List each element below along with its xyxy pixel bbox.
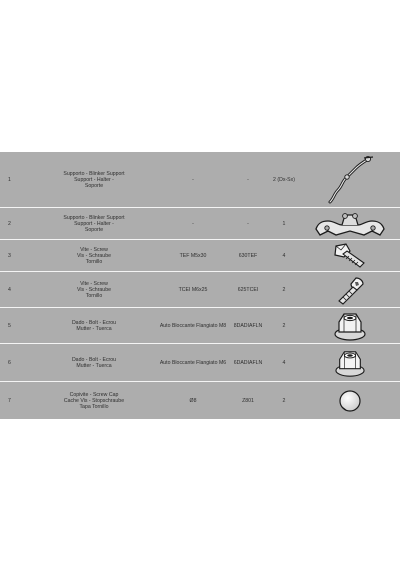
part-code: 630TEF: [238, 252, 258, 259]
part-spec: -: [192, 176, 194, 183]
part-spec: TCEI M6x25: [178, 286, 208, 293]
part-quantity: 2: [282, 286, 286, 293]
part-description: Supporto - Blinker Support Support - Halter - Soporte: [63, 214, 125, 233]
socket-cap-screw-icon: [330, 274, 370, 306]
table-row: [0, 382, 400, 419]
table-row: [0, 240, 400, 272]
row-number: 4: [8, 286, 11, 293]
part-code: -: [247, 220, 249, 227]
part-description: Supporto - Blinker Support Support - Halter - Soporte: [63, 170, 125, 189]
part-code: 8DADIAFLN: [233, 322, 263, 329]
part-spec: Auto Bloccante Flangiato M6: [159, 359, 227, 366]
flange-nut-icon: [332, 310, 368, 342]
hex-screw-icon: [330, 241, 370, 271]
part-description: Dado - Bolt - Ecrou Mutter - Tuerca: [71, 356, 117, 369]
flange-nut-icon: [333, 348, 367, 378]
row-number: 6: [8, 359, 11, 366]
part-spec: -: [192, 220, 194, 227]
row-number: 1: [8, 176, 11, 183]
part-spec: Ø8: [189, 397, 197, 404]
row-number: 3: [8, 252, 11, 259]
part-quantity: 2 (Dx-Sx): [273, 176, 295, 183]
blinker-bracket-plate-icon: [312, 209, 388, 239]
part-quantity: 2: [282, 397, 286, 404]
parts-table: [0, 152, 400, 419]
screw-cap-icon: [335, 386, 365, 416]
part-quantity: 4: [282, 359, 286, 366]
part-quantity: 1: [282, 220, 286, 227]
part-code: 625TCEI: [237, 286, 259, 293]
table-row: [0, 344, 400, 382]
table-row: [0, 208, 400, 240]
part-description: Dado - Bolt - Ecrou Mutter - Tuerca: [71, 319, 117, 332]
part-spec: Auto Bloccante Flangiato M8: [159, 322, 227, 329]
part-code: Z801: [242, 397, 254, 404]
part-quantity: 2: [282, 322, 286, 329]
part-quantity: 4: [282, 252, 286, 259]
table-row: [0, 152, 400, 208]
part-description: Copivite - Screw Cap Cache Vis - Stopschraube Tapa Tornillo: [63, 391, 125, 410]
blinker-bracket-long-icon: [320, 154, 380, 206]
part-code: 6DADIAFLN: [233, 359, 263, 366]
table-row: [0, 308, 400, 344]
table-row: [0, 272, 400, 308]
part-spec: TEF M5x30: [179, 252, 207, 259]
part-description: Vite - Screw Vis - Schraube Tornillo: [77, 246, 111, 265]
row-number: 5: [8, 322, 11, 329]
part-description: Vite - Screw Vis - Schraube Tornillo: [77, 280, 111, 299]
part-code: -: [247, 176, 249, 183]
row-number: 2: [8, 220, 11, 227]
row-number: 7: [8, 397, 11, 404]
